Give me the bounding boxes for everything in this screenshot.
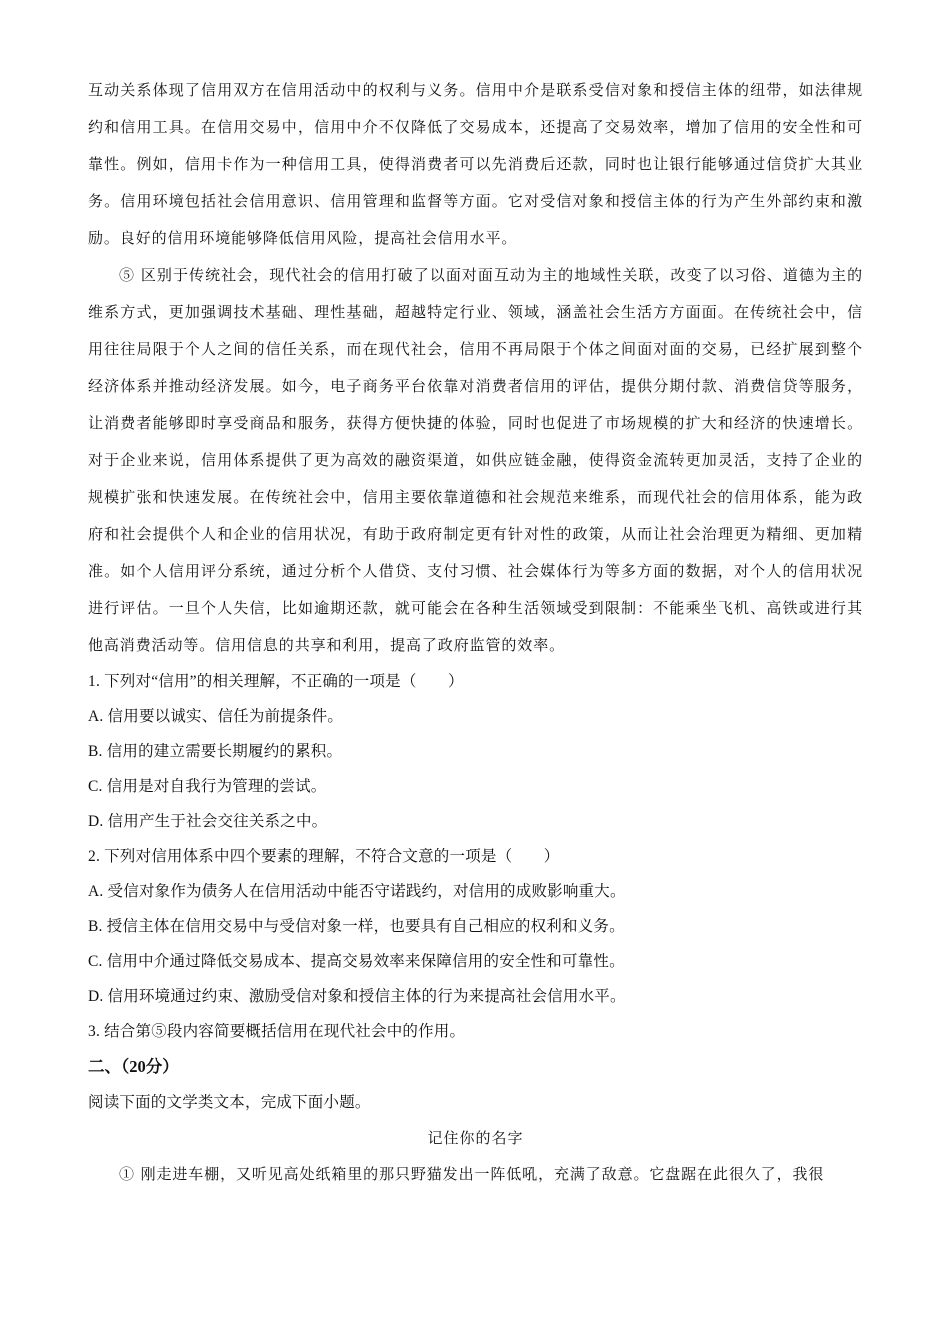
- section-2-heading: 二、（20分）: [88, 1057, 179, 1076]
- question-2-option-b: B. 授信主体在信用交易中与受信对象一样，也要具有自己相应的权利和义务。: [88, 918, 625, 935]
- paragraph-5: ⑤ 区别于传统社会，现代社会的信用打破了以面对面互动为主的地域性关联，改变了以习俗、道德为主的维系方式，更加强调技术基础、理性基础，超越特定行业、领域，涵盖社会生活方方面面。在传统社会中，信用往往局限于个人之间的信任关系，而在现代社会，信用不再局限于个体之间面对面的交易，已经扩展到整个经济体系并推动经济发展。如今，电子商务平台依靠对消费者信用的评估，提供分期付款、消费信贷等服务，让消费者能够即时享受商品和服务，获得方便快捷的体验，同时也促进了市场规模的扩大和经济的快速增长。对于企业来说，信用体系提供了更为高效的融资渠道，如供应链金融，使得资金流转更加灵活，支持了企业的规模扩张和快速发展。在传统社会中，信用主要依靠道德和社会规范来维系，而现代社会的信用体系，能为政府和社会提供个人和企业的信用状况，有助于政府制定更有针对性的政策，从而让社会治理更为精细、更加精准。如个人信用评分系统，通过分析个人借贷、支付习惯、社会媒体行为等多方面的数据，对个人的信用状况进行评估。一旦个人失信，比如逾期还款，就可能会在各种生活领域受到限制：不能乘坐飞机、高铁或进行其他高消费活动等。信用信息的共享和利用，提高了政府监管的效率。: [88, 266, 863, 654]
- question-2-stem: 2. 下列对信用体系中四个要素的理解，不符合文意的一项是（ ）: [88, 848, 560, 865]
- question-1-stem: 1. 下列对“信用”的相关理解，不正确的一项是（ ）: [88, 673, 464, 690]
- question-2: [88, 839, 863, 1014]
- story-title: 记住你的名字: [427, 1129, 524, 1147]
- question-2-option-a: A. 受信对象作为债务人在信用活动中能否守诺践约，对信用的成败影响重大。: [88, 883, 626, 900]
- question-1-option-a: A. 信用要以诚实、信任为前提条件。: [88, 708, 344, 725]
- paragraph-4-continued: 互动关系体现了信用双方在信用活动中的权利与义务。信用中介是联系受信对象和授信主体的纽带，如法律规约和信用工具。在信用交易中，信用中介不仅降低了交易成本，还提高了交易效率，增加了信用的安全性和可靠性。例如，信用卡作为一种信用工具，使得消费者可以先消费后还款，同时也让银行能够通过信贷扩大其业务。信用环境包括社会信用意识、信用管理和监督等方面。它对受信对象和授信主体的行为产生外部约束和激励。良好的信用环境能够降低信用风险，提高社会信用水平。: [88, 81, 863, 247]
- question-1-option-d: D. 信用产生于社会交往关系之中。: [88, 813, 328, 830]
- exam-page: [88, 72, 863, 1193]
- question-1-option-c: C. 信用是对自我行为管理的尝试。: [88, 778, 327, 795]
- question-2-option-d: D. 信用环境通过约束、激励受信对象和授信主体的行为来提高社会信用水平。: [88, 988, 626, 1005]
- question-1: [88, 664, 863, 839]
- question-2-option-c: C. 信用中介通过降低交易成本、提高交易效率来保障信用的安全性和可靠性。: [88, 953, 625, 970]
- question-1-option-b: B. 信用的建立需要长期履约的累积。: [88, 743, 343, 760]
- story-paragraph-1: ① 刚走进车棚，又听见高处纸箱里的那只野猫发出一阵低吼，充满了敌意。它盘踞在此很久了，我很: [119, 1165, 825, 1183]
- section-2-instruction: 阅读下面的文学类文本，完成下面小题。: [88, 1094, 371, 1111]
- question-3-stem: 3. 结合第⑤段内容简要概括信用在现代社会中的作用。: [88, 1023, 466, 1040]
